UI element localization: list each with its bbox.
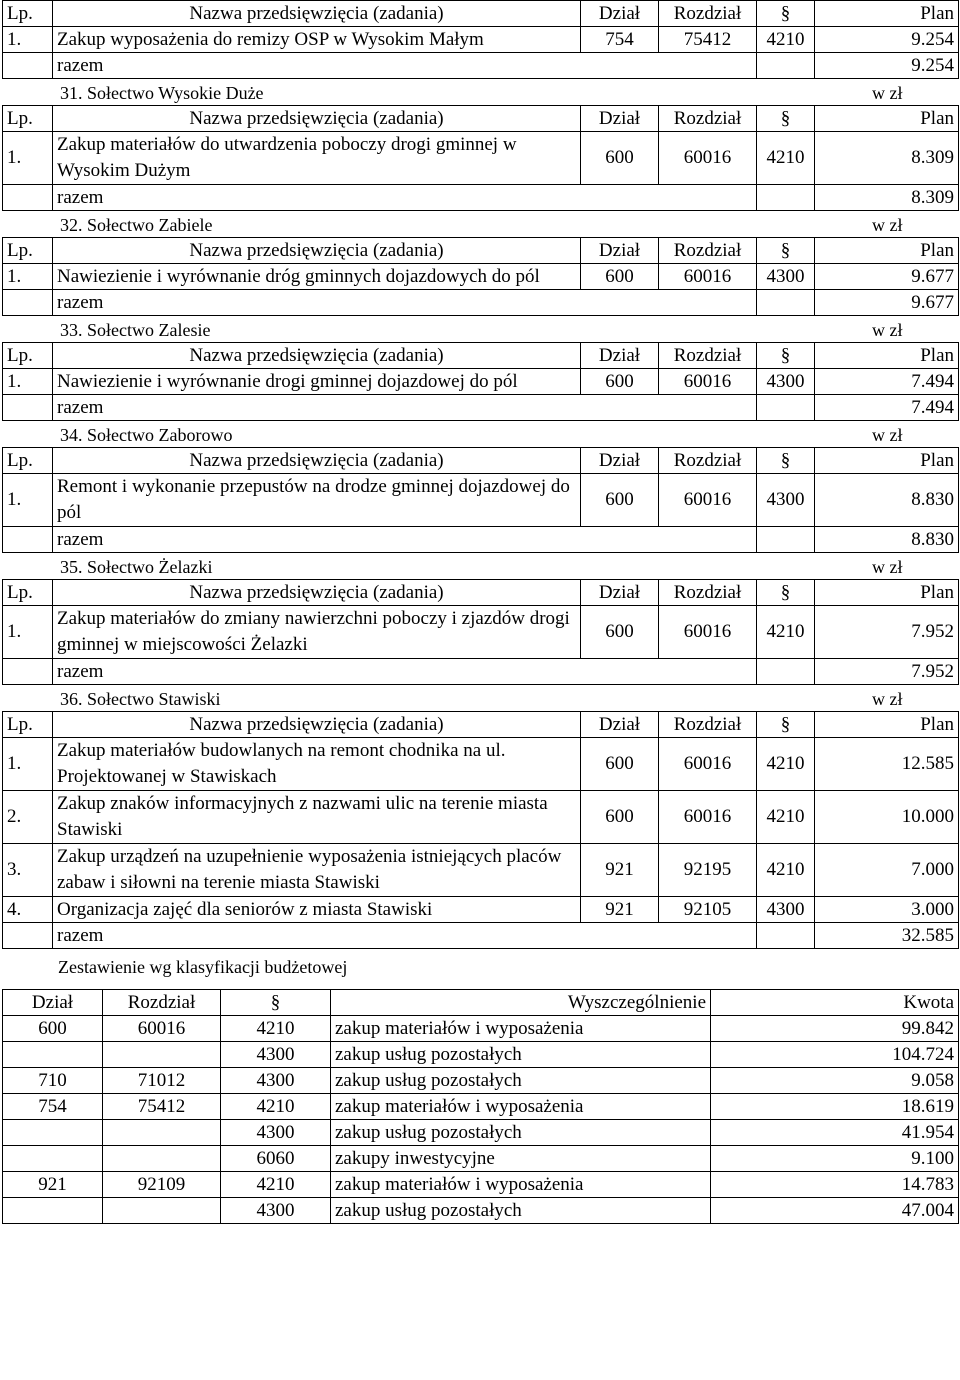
summary-rozdzial: 75412 (103, 1094, 221, 1120)
summary-opis: zakup usług pozostałych (331, 1198, 711, 1224)
summary-header-rozdzial: Rozdział (103, 990, 221, 1016)
razem-blank-cell (757, 395, 815, 421)
razem-total: 7.952 (815, 659, 959, 685)
table-row (3, 369, 959, 395)
row-name: Zakup materiałów budowlanych na remont chodnika na ul. Projektowanej w Stawiskach (53, 738, 581, 791)
row-dzial: 600 (581, 369, 659, 395)
header-lp: Lp. (3, 580, 53, 606)
razem-label: razem (53, 923, 757, 949)
row-name: Zakup wyposażenia do remizy OSP w Wysokim Małym (53, 27, 581, 53)
summary-table (2, 989, 959, 1224)
row-rozdzial: 60016 (659, 369, 757, 395)
summary-row (3, 1172, 959, 1198)
header-plan: Plan (815, 343, 959, 369)
summary-title: Zestawienie wg klasyfikacji budżetowej (58, 957, 348, 977)
section-plan-table (2, 342, 959, 421)
summary-rozdzial (103, 1042, 221, 1068)
razem-total: 32.585 (815, 923, 959, 949)
summary-opis: zakup materiałów i wyposażenia (331, 1172, 711, 1198)
section-heading (0, 553, 960, 579)
header-rozdzial: Rozdział (659, 712, 757, 738)
row-name: Organizacja zajęć dla seniorów z miasta Stawiski (53, 897, 581, 923)
row-paragraf: 4300 (757, 369, 815, 395)
top-plan-table (2, 0, 959, 79)
razem-blank-cell (757, 53, 815, 79)
razem-total: 7.494 (815, 395, 959, 421)
header-dzial: Dział (581, 343, 659, 369)
summary-paragraf: 6060 (221, 1146, 331, 1172)
summary-dzial: 710 (3, 1068, 103, 1094)
razem-row (3, 659, 959, 685)
summary-paragraf: 4210 (221, 1016, 331, 1042)
header-paragraf: § (757, 106, 815, 132)
row-rozdzial: 60016 (659, 738, 757, 791)
table-row (3, 132, 959, 185)
summary-row (3, 1094, 959, 1120)
razem-row (3, 395, 959, 421)
header-nazwa: Nazwa przedsięwzięcia (zadania) (53, 712, 581, 738)
table-header-row (3, 1, 959, 27)
row-name: Zakup materiałów do zmiany nawierzchni poboczy i zjazdów drogi gminnej w miejscowości Żelazki (53, 606, 581, 659)
razem-label: razem (53, 395, 757, 421)
summary-dzial (3, 1042, 103, 1068)
razem-row (3, 527, 959, 553)
table-header-row (3, 712, 959, 738)
row-paragraf: 4210 (757, 844, 815, 897)
summary-paragraf: 4210 (221, 1172, 331, 1198)
section-title: 36. Sołectwo Stawiski (60, 689, 221, 709)
header-rozdzial: Rozdział (659, 238, 757, 264)
razem-row (3, 185, 959, 211)
row-lp: 1. (3, 369, 53, 395)
table-header-row (3, 106, 959, 132)
summary-rozdzial: 60016 (103, 1016, 221, 1042)
header-rozdzial: Rozdział (659, 580, 757, 606)
unit-label: w zł (872, 425, 903, 445)
section-title: 31. Sołectwo Wysokie Duże (60, 83, 264, 103)
header-plan: Plan (815, 448, 959, 474)
summary-row (3, 1198, 959, 1224)
summary-opis: zakup usług pozostałych (331, 1068, 711, 1094)
header-lp: Lp. (3, 1, 53, 27)
header-lp: Lp. (3, 712, 53, 738)
row-dzial: 600 (581, 132, 659, 185)
summary-rozdzial (103, 1146, 221, 1172)
row-name: Nawiezienie i wyrównanie dróg gminnych dojazdowych do pól (53, 264, 581, 290)
summary-opis: zakup materiałów i wyposażenia (331, 1016, 711, 1042)
row-lp: 4. (3, 897, 53, 923)
unit-label: w zł (872, 689, 903, 709)
summary-row (3, 1120, 959, 1146)
summary-kwota: 18.619 (711, 1094, 959, 1120)
row-rozdzial: 60016 (659, 132, 757, 185)
razem-blank-cell (757, 290, 815, 316)
table-row (3, 264, 959, 290)
header-rozdzial: Rozdział (659, 106, 757, 132)
table-row (3, 474, 959, 527)
section-plan-table (2, 711, 959, 949)
summary-opis: zakupy inwestycyjne (331, 1146, 711, 1172)
row-rozdzial: 92105 (659, 897, 757, 923)
summary-header-wyszczegolnienie: Wyszczególnienie (331, 990, 711, 1016)
header-paragraf: § (757, 238, 815, 264)
razem-total: 8.309 (815, 185, 959, 211)
table-row (3, 897, 959, 923)
summary-rozdzial: 92109 (103, 1172, 221, 1198)
header-dzial: Dział (581, 712, 659, 738)
razem-blank-cell (757, 527, 815, 553)
header-plan: Plan (815, 1, 959, 27)
row-name: Remont i wykonanie przepustów na drodze gminnej dojazdowej do pól (53, 474, 581, 527)
table-row (3, 791, 959, 844)
row-plan: 7.952 (815, 606, 959, 659)
razem-blank-cell (3, 659, 53, 685)
row-paragraf: 4300 (757, 474, 815, 527)
row-paragraf: 4210 (757, 791, 815, 844)
razem-label: razem (53, 185, 757, 211)
row-plan: 7.000 (815, 844, 959, 897)
section-heading (0, 421, 960, 447)
section-heading (0, 79, 960, 105)
unit-label: w zł (872, 320, 903, 340)
header-nazwa: Nazwa przedsięwzięcia (zadania) (53, 580, 581, 606)
row-name: Zakup urządzeń na uzupełnienie wyposażenia istniejących placów zabaw i siłowni na terenie miasta Stawiski (53, 844, 581, 897)
section-heading (0, 316, 960, 342)
header-paragraf: § (757, 580, 815, 606)
row-plan: 9.677 (815, 264, 959, 290)
row-rozdzial: 60016 (659, 264, 757, 290)
header-dzial: Dział (581, 1, 659, 27)
summary-dzial: 921 (3, 1172, 103, 1198)
razem-row (3, 53, 959, 79)
header-lp: Lp. (3, 343, 53, 369)
header-rozdzial: Rozdział (659, 1, 757, 27)
table-row (3, 27, 959, 53)
razem-row (3, 923, 959, 949)
header-paragraf: § (757, 448, 815, 474)
row-plan: 12.585 (815, 738, 959, 791)
header-paragraf: § (757, 343, 815, 369)
row-dzial: 600 (581, 264, 659, 290)
summary-paragraf: 4300 (221, 1068, 331, 1094)
header-dzial: Dział (581, 106, 659, 132)
header-paragraf: § (757, 1, 815, 27)
summary-row (3, 1042, 959, 1068)
header-rozdzial: Rozdział (659, 448, 757, 474)
table-header-row (3, 448, 959, 474)
row-dzial: 600 (581, 474, 659, 527)
summary-kwota: 9.058 (711, 1068, 959, 1094)
header-dzial: Dział (581, 580, 659, 606)
summary-paragraf: 4210 (221, 1094, 331, 1120)
section-plan-table (2, 447, 959, 553)
row-plan: 9.254 (815, 27, 959, 53)
razem-blank-cell (757, 923, 815, 949)
summary-row (3, 1068, 959, 1094)
section-title: 34. Sołectwo Zaborowo (60, 425, 233, 445)
summary-rozdzial (103, 1120, 221, 1146)
row-dzial: 921 (581, 844, 659, 897)
razem-row (3, 290, 959, 316)
summary-dzial: 600 (3, 1016, 103, 1042)
summary-dzial: 754 (3, 1094, 103, 1120)
row-rozdzial: 75412 (659, 27, 757, 53)
section-heading (0, 685, 960, 711)
row-lp: 1. (3, 264, 53, 290)
section-plan-table (2, 105, 959, 211)
row-plan: 8.830 (815, 474, 959, 527)
row-dzial: 921 (581, 897, 659, 923)
header-dzial: Dział (581, 448, 659, 474)
row-plan: 3.000 (815, 897, 959, 923)
razem-total: 9.677 (815, 290, 959, 316)
razem-label: razem (53, 659, 757, 685)
row-name: Zakup materiałów do utwardzenia poboczy drogi gminnej w Wysokim Dużym (53, 132, 581, 185)
razem-blank-cell (3, 53, 53, 79)
row-lp: 1. (3, 132, 53, 185)
summary-header-paragraf: § (221, 990, 331, 1016)
header-paragraf: § (757, 712, 815, 738)
header-plan: Plan (815, 580, 959, 606)
row-rozdzial: 92195 (659, 844, 757, 897)
razem-blank-cell (3, 923, 53, 949)
razem-blank-cell (757, 659, 815, 685)
summary-row (3, 1016, 959, 1042)
summary-rozdzial: 71012 (103, 1068, 221, 1094)
summary-header-dzial: Dział (3, 990, 103, 1016)
row-rozdzial: 60016 (659, 474, 757, 527)
header-lp: Lp. (3, 238, 53, 264)
row-lp: 1. (3, 27, 53, 53)
table-row (3, 606, 959, 659)
row-plan: 8.309 (815, 132, 959, 185)
section-heading (0, 211, 960, 237)
summary-kwota: 41.954 (711, 1120, 959, 1146)
header-nazwa: Nazwa przedsięwzięcia (zadania) (53, 343, 581, 369)
summary-dzial (3, 1120, 103, 1146)
header-plan: Plan (815, 712, 959, 738)
summary-header-row (3, 990, 959, 1016)
header-rozdzial: Rozdział (659, 343, 757, 369)
section-title: 32. Sołectwo Zabiele (60, 215, 213, 235)
row-paragraf: 4210 (757, 606, 815, 659)
header-nazwa: Nazwa przedsięwzięcia (zadania) (53, 1, 581, 27)
row-dzial: 600 (581, 606, 659, 659)
row-dzial: 754 (581, 27, 659, 53)
table-row (3, 738, 959, 791)
summary-paragraf: 4300 (221, 1120, 331, 1146)
summary-paragraf: 4300 (221, 1198, 331, 1224)
section-plan-table (2, 579, 959, 685)
unit-label: w zł (872, 215, 903, 235)
razem-label: razem (53, 290, 757, 316)
summary-row (3, 1146, 959, 1172)
razem-total: 9.254 (815, 53, 959, 79)
summary-dzial (3, 1146, 103, 1172)
unit-label: w zł (872, 83, 903, 103)
header-lp: Lp. (3, 448, 53, 474)
row-lp: 3. (3, 844, 53, 897)
razem-blank-cell (3, 395, 53, 421)
header-plan: Plan (815, 106, 959, 132)
razem-total: 8.830 (815, 527, 959, 553)
summary-opis: zakup materiałów i wyposażenia (331, 1094, 711, 1120)
summary-dzial (3, 1198, 103, 1224)
row-lp: 1. (3, 738, 53, 791)
table-header-row (3, 580, 959, 606)
unit-label: w zł (872, 557, 903, 577)
summary-rozdzial (103, 1198, 221, 1224)
razem-blank-cell (757, 185, 815, 211)
row-lp: 1. (3, 606, 53, 659)
header-nazwa: Nazwa przedsięwzięcia (zadania) (53, 448, 581, 474)
row-lp: 1. (3, 474, 53, 527)
section-plan-table (2, 237, 959, 316)
header-nazwa: Nazwa przedsięwzięcia (zadania) (53, 238, 581, 264)
row-name: Nawiezienie i wyrównanie drogi gminnej dojazdowej do pól (53, 369, 581, 395)
razem-label: razem (53, 527, 757, 553)
row-paragraf: 4210 (757, 27, 815, 53)
summary-header-kwota: Kwota (711, 990, 959, 1016)
row-rozdzial: 60016 (659, 606, 757, 659)
summary-kwota: 104.724 (711, 1042, 959, 1068)
razem-blank-cell (3, 290, 53, 316)
header-nazwa: Nazwa przedsięwzięcia (zadania) (53, 106, 581, 132)
table-row (3, 844, 959, 897)
summary-opis: zakup usług pozostałych (331, 1042, 711, 1068)
row-paragraf: 4300 (757, 897, 815, 923)
row-plan: 7.494 (815, 369, 959, 395)
row-paragraf: 4210 (757, 738, 815, 791)
row-paragraf: 4300 (757, 264, 815, 290)
header-plan: Plan (815, 238, 959, 264)
row-paragraf: 4210 (757, 132, 815, 185)
table-header-row (3, 238, 959, 264)
row-dzial: 600 (581, 791, 659, 844)
row-rozdzial: 60016 (659, 791, 757, 844)
summary-kwota: 99.842 (711, 1016, 959, 1042)
razem-label: razem (53, 53, 757, 79)
row-dzial: 600 (581, 738, 659, 791)
summary-paragraf: 4300 (221, 1042, 331, 1068)
razem-blank-cell (3, 527, 53, 553)
section-title: 35. Sołectwo Żelazki (60, 557, 213, 577)
table-header-row (3, 343, 959, 369)
row-name: Zakup znaków informacyjnych z nazwami ulic na terenie miasta Stawiski (53, 791, 581, 844)
summary-kwota: 9.100 (711, 1146, 959, 1172)
header-dzial: Dział (581, 238, 659, 264)
razem-blank-cell (3, 185, 53, 211)
summary-kwota: 47.004 (711, 1198, 959, 1224)
row-plan: 10.000 (815, 791, 959, 844)
row-lp: 2. (3, 791, 53, 844)
header-lp: Lp. (3, 106, 53, 132)
summary-opis: zakup usług pozostałych (331, 1120, 711, 1146)
summary-kwota: 14.783 (711, 1172, 959, 1198)
section-title: 33. Sołectwo Zalesie (60, 320, 211, 340)
